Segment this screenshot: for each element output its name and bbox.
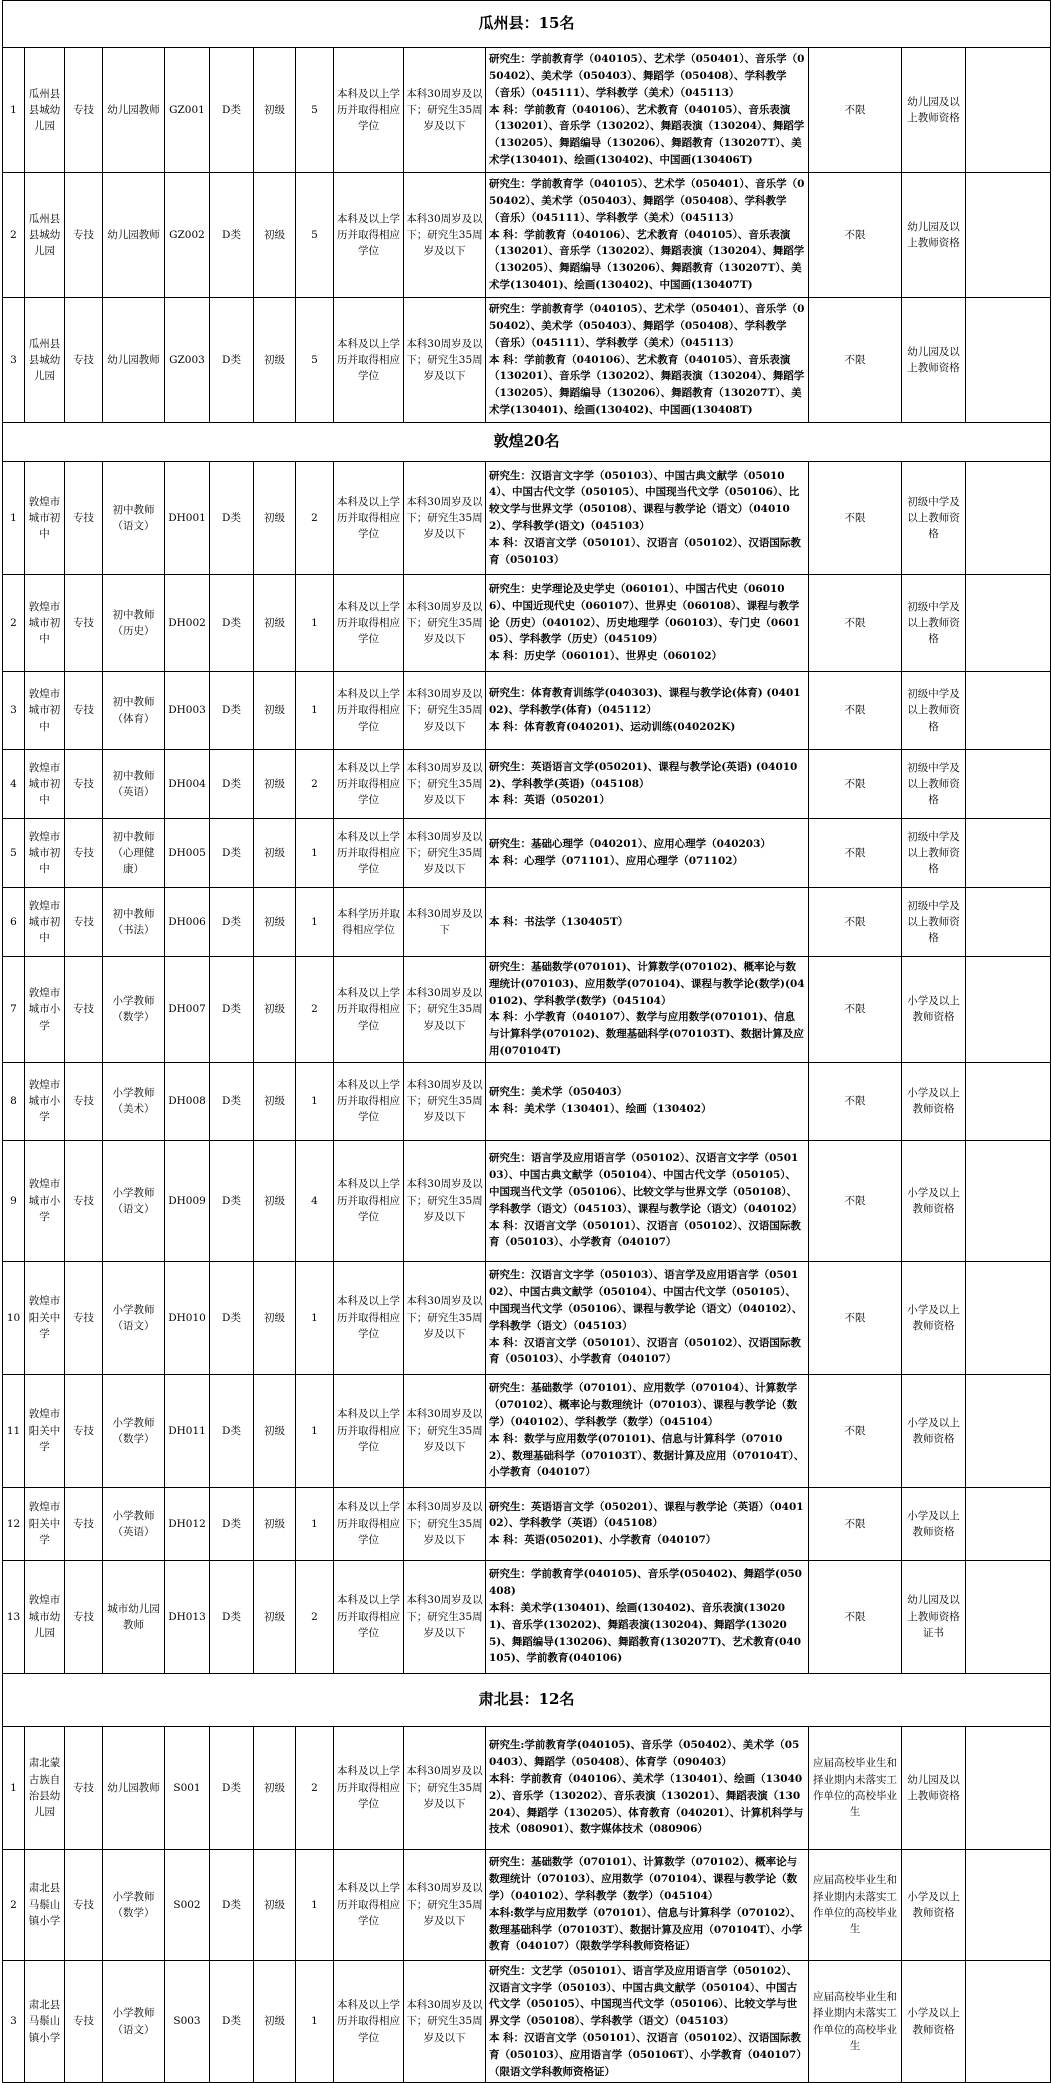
table-row [3, 1374, 1051, 1487]
other-requirement: 不限 [809, 1560, 902, 1673]
certificate-requirement: 初级中学及以上教师资格 [902, 888, 966, 957]
other-requirement: 不限 [809, 1062, 902, 1140]
post-code: DH006 [165, 888, 210, 957]
major-requirement: 研究生：基础数学（070101）、计算数学（070102）、概率论与数理统计（070103）、应用数学（070104）、课程与教学论（数学）（040102）、学科教学（数学）（045104） 本科:数学与应用数学（070101）、信息与计算科学（070102）、数理基础科学（070103T）、数据计算及应用（070104T）、小学教育（040107）（限数学学科教师资格证） [486, 1849, 809, 1960]
post-name: 小学教师（数学） [103, 1849, 165, 1960]
age-requirement: 本科30周岁及以下；研究生35周岁及以下 [404, 1849, 486, 1960]
remarks [966, 750, 1051, 819]
education-requirement: 本科及以上学历并取得相应学位 [334, 1849, 404, 1960]
certificate-requirement: 幼儿园及以上教师资格 [902, 1726, 966, 1849]
age-requirement: 本科30周岁及以下；研究生35周岁及以下 [404, 1374, 486, 1487]
post-code: DH004 [165, 750, 210, 819]
major-requirement: 研究生：汉语言文字学（050103）、语言学及应用语言学（050102）、中国古典文献学（050104）、中国古代文学（050105）、中国现当代文学（050106）、课程与教学论（语文）（040102）、学科教学（语文）（045103） 本 科：汉语言文学（050101）、汉语言（050102）、汉语国际教育（050103）、小学教育（040107） [486, 1261, 809, 1374]
post-type: 专技 [65, 1374, 103, 1487]
row-number: 1 [3, 1726, 25, 1849]
employer-unit: 敦煌市城市小学 [25, 1140, 65, 1261]
education-requirement: 本科及以上学历并取得相应学位 [334, 1062, 404, 1140]
post-type: 专技 [65, 672, 103, 750]
hiring-count: 1 [296, 1062, 334, 1140]
education-requirement: 本科及以上学历并取得相应学位 [334, 1560, 404, 1673]
table-row [3, 750, 1051, 819]
employer-unit: 敦煌市城市初中 [25, 462, 65, 575]
post-code: S003 [165, 1960, 210, 2083]
post-name: 幼儿园教师 [103, 1726, 165, 1849]
education-requirement: 本科及以上学历并取得相应学位 [334, 1140, 404, 1261]
age-requirement: 本科30周岁及以下；研究生35周岁及以下 [404, 672, 486, 750]
hiring-count: 1 [296, 672, 334, 750]
post-code: GZ001 [165, 48, 210, 173]
major-requirement: 研究生：学前教育学（040105）、艺术学（050401）、音乐学（050402）、美术学（050403）、舞蹈学（050408）、学科教学（音乐）（045111）、学科教学（美术）（045113） 本 科：学前教育（040106）、艺术教育（040105）、音乐表演（130201）、音乐学（130202）、舞蹈表演（130204）、舞蹈学（130205）、舞蹈编导（130206）、舞蹈教育（130207T）、美术学(130401)、绘画(130402)、中国画(130407T) [486, 173, 809, 298]
major-requirement: 研究生：基础数学（070101）、应用数学（070104）、计算数学（070102）、概率论与数理统计（070103）、课程与教学论（数学）（040102）、学科教学（数学）（045104） 本 科：数学与应用数学(070101)、信息与计算科学（070102）、数理基础科学（070103T）、数据计算及应用（070104T）、小学教育（040107） [486, 1374, 809, 1487]
post-type: 专技 [65, 1261, 103, 1374]
hiring-count: 1 [296, 1960, 334, 2083]
post-category: D类 [210, 1726, 254, 1849]
certificate-requirement: 小学及以上教师资格 [902, 957, 966, 1063]
row-number: 1 [3, 462, 25, 575]
post-category: D类 [210, 48, 254, 173]
certificate-requirement: 初级中学及以上教师资格 [902, 819, 966, 888]
post-category: D类 [210, 1487, 254, 1560]
post-name: 小学教师（数学） [103, 1374, 165, 1487]
post-name: 幼儿园教师 [103, 173, 165, 298]
post-code: S002 [165, 1849, 210, 1960]
education-requirement: 本科及以上学历并取得相应学位 [334, 1960, 404, 2083]
age-requirement: 本科30周岁及以下；研究生35周岁及以下 [404, 1726, 486, 1849]
post-level: 初级 [254, 1560, 296, 1673]
major-requirement: 研究生：英语语言文学（050201）、课程与教学论（英语）（040102）、学科教学（英语）（045108） 本 科：英语(050201)、小学教育（040107） [486, 1487, 809, 1560]
age-requirement: 本科30周岁及以下；研究生35周岁及以下 [404, 575, 486, 672]
table-row [3, 1261, 1051, 1374]
post-code: S001 [165, 1726, 210, 1849]
post-level: 初级 [254, 672, 296, 750]
row-number: 11 [3, 1374, 25, 1487]
table-row [3, 1960, 1051, 2083]
remarks [966, 957, 1051, 1063]
post-name: 小学教师（语文） [103, 1140, 165, 1261]
employer-unit: 肃北县马鬃山镇小学 [25, 1960, 65, 2083]
hiring-count: 5 [296, 48, 334, 173]
hiring-count: 1 [296, 819, 334, 888]
table-row [3, 672, 1051, 750]
post-category: D类 [210, 957, 254, 1063]
post-level: 初级 [254, 888, 296, 957]
certificate-requirement: 初级中学及以上教师资格 [902, 750, 966, 819]
post-type: 专技 [65, 298, 103, 423]
row-number: 8 [3, 1062, 25, 1140]
post-type: 专技 [65, 1960, 103, 2083]
remarks [966, 575, 1051, 672]
other-requirement: 不限 [809, 462, 902, 575]
other-requirement: 不限 [809, 819, 902, 888]
major-requirement: 研究生：基础数学(070101)、计算数学(070102)、概率论与数理统计(070103)、应用数学(070104)、课程与教学论(数学)(040102)、学科教学(数学)（045104） 本 科：小学教育（040107）、数学与应用数学(070101)、信息与计算科学(070102)、数理基础科学(070103T)、数据计算及应用(070104T) [486, 957, 809, 1063]
age-requirement: 本科30周岁及以下；研究生35周岁及以下 [404, 462, 486, 575]
post-level: 初级 [254, 1140, 296, 1261]
remarks [966, 1726, 1051, 1849]
other-requirement: 应届高校毕业生和择业期内未落实工作单位的高校毕业生 [809, 1726, 902, 1849]
post-category: D类 [210, 1374, 254, 1487]
other-requirement: 不限 [809, 48, 902, 173]
post-name: 城市幼儿园教师 [103, 1560, 165, 1673]
row-number: 10 [3, 1261, 25, 1374]
education-requirement: 本科及以上学历并取得相应学位 [334, 957, 404, 1063]
education-requirement: 本科及以上学历并取得相应学位 [334, 1374, 404, 1487]
post-code: DH009 [165, 1140, 210, 1261]
education-requirement: 本科学历并取得相应学位 [334, 888, 404, 957]
certificate-requirement: 初级中学及以上教师资格 [902, 575, 966, 672]
hiring-count: 1 [296, 1849, 334, 1960]
post-name: 初中教师（语文） [103, 462, 165, 575]
post-code: DH001 [165, 462, 210, 575]
remarks [966, 462, 1051, 575]
post-name: 初中教师（体育） [103, 672, 165, 750]
post-code: GZ003 [165, 298, 210, 423]
row-number: 2 [3, 575, 25, 672]
age-requirement: 本科30周岁及以下；研究生35周岁及以下 [404, 1140, 486, 1261]
certificate-requirement: 初级中学及以上教师资格 [902, 462, 966, 575]
remarks [966, 1960, 1051, 2083]
post-type: 专技 [65, 888, 103, 957]
employer-unit: 敦煌市城市初中 [25, 672, 65, 750]
post-type: 专技 [65, 1560, 103, 1673]
post-name: 小学教师（英语） [103, 1487, 165, 1560]
section-title: 肃北县：12名 [3, 1673, 1051, 1726]
hiring-count: 1 [296, 1374, 334, 1487]
post-name: 初中教师（书法） [103, 888, 165, 957]
section-title: 敦煌20名 [3, 423, 1051, 462]
hiring-count: 1 [296, 888, 334, 957]
row-number: 2 [3, 173, 25, 298]
hiring-count: 2 [296, 462, 334, 575]
age-requirement: 本科30周岁及以下；研究生35周岁及以下 [404, 957, 486, 1063]
education-requirement: 本科及以上学历并取得相应学位 [334, 173, 404, 298]
post-level: 初级 [254, 173, 296, 298]
major-requirement: 研究生：美术学（050403） 本 科：美术学（130401）、绘画（130402） [486, 1062, 809, 1140]
remarks [966, 48, 1051, 173]
row-number: 5 [3, 819, 25, 888]
major-requirement: 研究生：基础心理学（040201）、应用心理学（040203） 本 科：心理学（071101）、应用心理学（071102） [486, 819, 809, 888]
post-level: 初级 [254, 1849, 296, 1960]
employer-unit: 敦煌市城市初中 [25, 575, 65, 672]
post-type: 专技 [65, 1140, 103, 1261]
age-requirement: 本科30周岁及以下；研究生35周岁及以下 [404, 1062, 486, 1140]
education-requirement: 本科及以上学历并取得相应学位 [334, 672, 404, 750]
post-category: D类 [210, 1560, 254, 1673]
post-name: 初中教师（历史） [103, 575, 165, 672]
post-type: 专技 [65, 462, 103, 575]
table-row [3, 1849, 1051, 1960]
education-requirement: 本科及以上学历并取得相应学位 [334, 462, 404, 575]
table-row [3, 1487, 1051, 1560]
table-row [3, 957, 1051, 1063]
remarks [966, 173, 1051, 298]
post-category: D类 [210, 1261, 254, 1374]
post-category: D类 [210, 298, 254, 423]
post-type: 专技 [65, 48, 103, 173]
post-type: 专技 [65, 1062, 103, 1140]
post-category: D类 [210, 575, 254, 672]
certificate-requirement: 幼儿园及以上教师资格证书 [902, 1560, 966, 1673]
other-requirement: 不限 [809, 1374, 902, 1487]
remarks [966, 1849, 1051, 1960]
hiring-count: 1 [296, 1487, 334, 1560]
post-category: D类 [210, 462, 254, 575]
row-number: 2 [3, 1849, 25, 1960]
education-requirement: 本科及以上学历并取得相应学位 [334, 1726, 404, 1849]
post-code: DH013 [165, 1560, 210, 1673]
certificate-requirement: 小学及以上教师资格 [902, 1849, 966, 1960]
major-requirement: 研究生：英语语言文学(050201)、课程与教学论(英语) (040102)、学科教学(英语)（045108） 本 科：英语（050201） [486, 750, 809, 819]
post-code: DH011 [165, 1374, 210, 1487]
remarks [966, 672, 1051, 750]
age-requirement: 本科30周岁及以下；研究生35周岁及以下 [404, 173, 486, 298]
education-requirement: 本科及以上学历并取得相应学位 [334, 48, 404, 173]
employer-unit: 敦煌市城市初中 [25, 819, 65, 888]
post-level: 初级 [254, 575, 296, 672]
post-category: D类 [210, 1140, 254, 1261]
other-requirement: 应届高校毕业生和择业期内未落实工作单位的高校毕业生 [809, 1849, 902, 1960]
post-category: D类 [210, 1062, 254, 1140]
hiring-count: 2 [296, 750, 334, 819]
table-row [3, 1062, 1051, 1140]
certificate-requirement: 小学及以上教师资格 [902, 1487, 966, 1560]
hiring-count: 2 [296, 1726, 334, 1849]
major-requirement: 本 科：书法学（130405T） [486, 888, 809, 957]
table-row [3, 48, 1051, 173]
age-requirement: 本科30周岁及以下 [404, 888, 486, 957]
employer-unit: 敦煌市阳关中学 [25, 1261, 65, 1374]
post-level: 初级 [254, 819, 296, 888]
post-name: 小学教师（语文） [103, 1261, 165, 1374]
certificate-requirement: 小学及以上教师资格 [902, 1062, 966, 1140]
remarks [966, 819, 1051, 888]
section-header-row [3, 1673, 1051, 1726]
row-number: 6 [3, 888, 25, 957]
certificate-requirement: 幼儿园及以上教师资格 [902, 173, 966, 298]
employer-unit: 瓜州县县城幼儿园 [25, 48, 65, 173]
education-requirement: 本科及以上学历并取得相应学位 [334, 1261, 404, 1374]
post-level: 初级 [254, 298, 296, 423]
employer-unit: 敦煌市城市小学 [25, 957, 65, 1063]
remarks [966, 1261, 1051, 1374]
other-requirement: 不限 [809, 1261, 902, 1374]
age-requirement: 本科30周岁及以下；研究生35周岁及以下 [404, 48, 486, 173]
row-number: 13 [3, 1560, 25, 1673]
major-requirement: 研究生：学前教育学(040105)、音乐学(050402)、舞蹈学(050408) 本科：美术学(130401)、绘画(130402)、音乐表演(130201)、音乐学(130202)、舞蹈表演(130204)、舞蹈学(130205)、舞蹈编导(130206)、舞蹈教育(130207T)、艺术教育(040105)、学前教育(040106) [486, 1560, 809, 1673]
hiring-count: 5 [296, 298, 334, 423]
other-requirement: 不限 [809, 1140, 902, 1261]
remarks [966, 1140, 1051, 1261]
table-row [3, 462, 1051, 575]
table-row [3, 1560, 1051, 1673]
post-level: 初级 [254, 750, 296, 819]
other-requirement: 不限 [809, 888, 902, 957]
post-level: 初级 [254, 1261, 296, 1374]
post-type: 专技 [65, 575, 103, 672]
major-requirement: 研究生：体育教育训练学(040303)、课程与教学论(体育) (040102)、学科教学(体育)（045112） 本 科：体育教育(040201)、运动训练(040202K) [486, 672, 809, 750]
section-header-row [3, 1, 1051, 48]
post-code: GZ002 [165, 173, 210, 298]
major-requirement: 研究生:学前教育学(040105)、音乐学（050402）、美术学（050403）、舞蹈学（050408）、体育学（090403） 本科：学前教育（040106）、美术学（130401）、绘画（130402）、音乐学（130202）、音乐表演（130201）、舞蹈表演（130204）、舞蹈学（130205）、体育教育（040201）、计算机科学与技术（080901）、数字媒体技术（080906） [486, 1726, 809, 1849]
other-requirement: 不限 [809, 1487, 902, 1560]
hiring-count: 2 [296, 957, 334, 1063]
education-requirement: 本科及以上学历并取得相应学位 [334, 298, 404, 423]
other-requirement: 不限 [809, 298, 902, 423]
post-code: DH003 [165, 672, 210, 750]
post-type: 专技 [65, 819, 103, 888]
major-requirement: 研究生：汉语言文字学（050103）、中国古典文献学（050104）、中国古代文学（050105）、中国现当代文学（050106）、比较文学与世界文学（050108）、课程与教学论（语文）（040102）、学科教学(语文)（045103） 本 科：汉语言文学（050101）、汉语言（050102）、汉语国际教育（050103） [486, 462, 809, 575]
post-code: DH008 [165, 1062, 210, 1140]
remarks [966, 1374, 1051, 1487]
hiring-count: 1 [296, 1261, 334, 1374]
post-name: 幼儿园教师 [103, 48, 165, 173]
post-level: 初级 [254, 1374, 296, 1487]
post-code: DH012 [165, 1487, 210, 1560]
major-requirement: 研究生：学前教育学（040105）、艺术学（050401）、音乐学（050402）、美术学（050403）、舞蹈学（050408）、学科教学（音乐）（045111）、学科教学（美术）（045113） 本 科：学前教育（040106）、艺术教育（040105）、音乐表演（130201）、音乐学（130202）、舞蹈表演（130204）、舞蹈学（130205）、舞蹈编导（130206）、舞蹈教育（130207T）、美术学(130401)、绘画(130402)、中国画(130406T) [486, 48, 809, 173]
post-level: 初级 [254, 1487, 296, 1560]
post-category: D类 [210, 819, 254, 888]
section-title: 瓜州县：15名 [3, 1, 1051, 48]
education-requirement: 本科及以上学历并取得相应学位 [334, 575, 404, 672]
post-code: DH007 [165, 957, 210, 1063]
employer-unit: 敦煌市城市初中 [25, 750, 65, 819]
table-row [3, 1726, 1051, 1849]
remarks [966, 1062, 1051, 1140]
post-level: 初级 [254, 957, 296, 1063]
row-number: 7 [3, 957, 25, 1063]
post-level: 初级 [254, 1960, 296, 2083]
hiring-count: 2 [296, 1560, 334, 1673]
post-level: 初级 [254, 462, 296, 575]
remarks [966, 298, 1051, 423]
hiring-count: 5 [296, 173, 334, 298]
age-requirement: 本科30周岁及以下；研究生35周岁及以下 [404, 1261, 486, 1374]
post-name: 幼儿园教师 [103, 298, 165, 423]
post-name: 初中教师（心理健康） [103, 819, 165, 888]
post-name: 小学教师（数学） [103, 957, 165, 1063]
other-requirement: 应届高校毕业生和择业期内未落实工作单位的高校毕业生 [809, 1960, 902, 2083]
section-header-row [3, 423, 1051, 462]
post-name: 初中教师（英语） [103, 750, 165, 819]
education-requirement: 本科及以上学历并取得相应学位 [334, 819, 404, 888]
education-requirement: 本科及以上学历并取得相应学位 [334, 750, 404, 819]
employer-unit: 敦煌市城市小学 [25, 1062, 65, 1140]
age-requirement: 本科30周岁及以下；研究生35周岁及以下 [404, 1960, 486, 2083]
row-number: 3 [3, 1960, 25, 2083]
row-number: 4 [3, 750, 25, 819]
hiring-count: 4 [296, 1140, 334, 1261]
certificate-requirement: 小学及以上教师资格 [902, 1140, 966, 1261]
certificate-requirement: 小学及以上教师资格 [902, 1374, 966, 1487]
post-type: 专技 [65, 957, 103, 1063]
table-row [3, 819, 1051, 888]
post-level: 初级 [254, 48, 296, 173]
certificate-requirement: 初级中学及以上教师资格 [902, 672, 966, 750]
employer-unit: 敦煌市阳关中学 [25, 1374, 65, 1487]
employer-unit: 瓜州县县城幼儿园 [25, 298, 65, 423]
other-requirement: 不限 [809, 750, 902, 819]
certificate-requirement: 幼儿园及以上教师资格 [902, 48, 966, 173]
post-category: D类 [210, 672, 254, 750]
other-requirement: 不限 [809, 957, 902, 1063]
table-row [3, 1140, 1051, 1261]
other-requirement: 不限 [809, 672, 902, 750]
certificate-requirement: 小学及以上教师资格 [902, 1261, 966, 1374]
certificate-requirement: 小学及以上教师资格 [902, 1960, 966, 2083]
recruitment-table [2, 0, 1051, 2083]
row-number: 1 [3, 48, 25, 173]
employer-unit: 敦煌市城市幼儿园 [25, 1560, 65, 1673]
post-type: 专技 [65, 1487, 103, 1560]
row-number: 12 [3, 1487, 25, 1560]
row-number: 9 [3, 1140, 25, 1261]
age-requirement: 本科30周岁及以下；研究生35周岁及以下 [404, 1560, 486, 1673]
table-row [3, 575, 1051, 672]
major-requirement: 研究生：学前教育学（040105）、艺术学（050401）、音乐学（050402）、美术学（050403）、舞蹈学（050408）、学科教学（音乐）（045111）、学科教学（美术）（045113） 本 科：学前教育（040106）、艺术教育（040105）、音乐表演（130201）、音乐学（130202）、舞蹈表演（130204）、舞蹈学（130205）、舞蹈编导（130206）、舞蹈教育（130207T）、美术学(130401)、绘画(130402)、中国画(130408T) [486, 298, 809, 423]
employer-unit: 肃北县马鬃山镇小学 [25, 1849, 65, 1960]
table-row [3, 888, 1051, 957]
post-code: DH002 [165, 575, 210, 672]
row-number: 3 [3, 298, 25, 423]
employer-unit: 瓜州县县城幼儿园 [25, 173, 65, 298]
major-requirement: 研究生：文艺学（050101）、语言学及应用语言学（050102）、汉语言文字学（050103）、中国古典文献学（050104）、中国古代文学（050105）、中国现当代文学（050106）、比较文学与世界文学（050108）、学科教学（语文）（045103） 本 科：汉语言文学（050101）、汉语言（050102）、汉语国际教育（050103）、应用语言学（050106T）、小学教育（040107）（限语文学科教师资格证） [486, 1960, 809, 2083]
post-code: DH010 [165, 1261, 210, 1374]
age-requirement: 本科30周岁及以下；研究生35周岁及以下 [404, 298, 486, 423]
post-type: 专技 [65, 1726, 103, 1849]
post-level: 初级 [254, 1062, 296, 1140]
table-row [3, 173, 1051, 298]
certificate-requirement: 幼儿园及以上教师资格 [902, 298, 966, 423]
age-requirement: 本科30周岁及以下；研究生35周岁及以下 [404, 819, 486, 888]
post-category: D类 [210, 888, 254, 957]
post-category: D类 [210, 750, 254, 819]
remarks [966, 888, 1051, 957]
remarks [966, 1487, 1051, 1560]
remarks [966, 1560, 1051, 1673]
employer-unit: 敦煌市阳关中学 [25, 1487, 65, 1560]
table-row [3, 298, 1051, 423]
post-category: D类 [210, 1849, 254, 1960]
post-level: 初级 [254, 1726, 296, 1849]
other-requirement: 不限 [809, 575, 902, 672]
post-type: 专技 [65, 1849, 103, 1960]
post-category: D类 [210, 1960, 254, 2083]
post-type: 专技 [65, 173, 103, 298]
post-name: 小学教师（美术） [103, 1062, 165, 1140]
major-requirement: 研究生：史学理论及史学史（060101）、中国古代史（060106）、中国近现代史（060107）、世界史（060108）、课程与教学论（历史）（040102）、历史地理学（060103）、专门史（060105）、学科教学（历史）（045109） 本 科：历史学（060101）、世界史（060102） [486, 575, 809, 672]
employer-unit: 肃北蒙古族自治县幼儿园 [25, 1726, 65, 1849]
age-requirement: 本科30周岁及以下；研究生35周岁及以下 [404, 1487, 486, 1560]
age-requirement: 本科30周岁及以下；研究生35周岁及以下 [404, 750, 486, 819]
post-code: DH005 [165, 819, 210, 888]
post-name: 小学教师（语文） [103, 1960, 165, 2083]
major-requirement: 研究生：语言学及应用语言学（050102）、汉语言文字学（050103）、中国古典文献学（050104）、中国古代文学（050105）、中国现当代文学（050106）、比较文学与世界文学（050108）、学科教学（语文）（045103）、课程与教学论（语文）（040102） 本 科：汉语言文学（050101）、汉语言（050102）、汉语国际教育（050103）、小学教育（040107） [486, 1140, 809, 1261]
other-requirement: 不限 [809, 173, 902, 298]
education-requirement: 本科及以上学历并取得相应学位 [334, 1487, 404, 1560]
post-type: 专技 [65, 750, 103, 819]
employer-unit: 敦煌市城市初中 [25, 888, 65, 957]
post-category: D类 [210, 173, 254, 298]
row-number: 3 [3, 672, 25, 750]
hiring-count: 1 [296, 575, 334, 672]
